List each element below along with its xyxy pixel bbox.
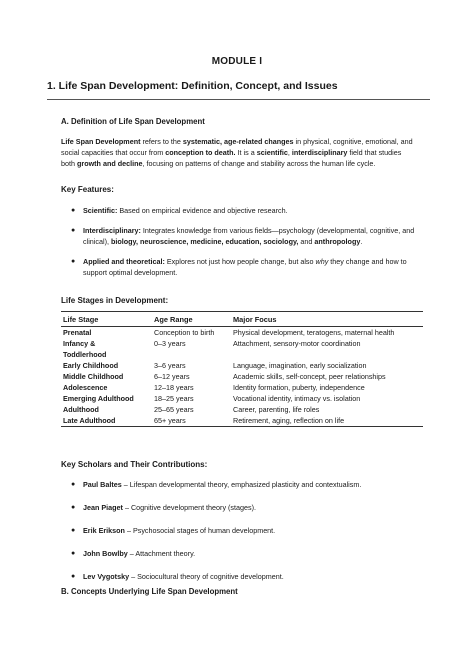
column-header: Major Focus	[231, 312, 423, 327]
table-row	[61, 360, 423, 371]
age-cell: 18–25 years	[154, 394, 194, 403]
focus-cell: Identity formation, puberty, independence	[233, 383, 365, 392]
list-item: ● Lev Vygotsky – Sociocultural theory of cognitive development.	[71, 572, 284, 581]
table-header-row	[61, 312, 423, 327]
stage-cell: Early Childhood	[63, 361, 119, 370]
list-item: ● Erik Erikson – Psychosocial stages of human development.	[71, 526, 276, 535]
table-row	[61, 327, 423, 339]
life-stages-table	[61, 311, 423, 427]
heading-rule	[47, 99, 430, 100]
bullet-icon: ●	[71, 258, 76, 265]
focus-cell: Language, imagination, early socialization	[233, 361, 367, 370]
section-a-heading: A. Definition of Life Span Development	[61, 117, 205, 126]
list-item: ● Paul Baltes – Lifespan developmental theory, emphasized plasticity and contextualism.	[71, 480, 362, 489]
bullet-icon: ●	[71, 227, 76, 234]
table-row	[61, 382, 423, 393]
focus-cell: Career, parenting, life roles	[233, 405, 320, 414]
section-b-heading: B. Concepts Underlying Life Span Development	[61, 587, 238, 596]
stage-cell: Middle Childhood	[63, 372, 124, 381]
module-title: MODULE I	[211, 56, 263, 67]
scholars-title: Key Scholars and Their Contributions:	[61, 460, 208, 469]
key-features-title: Key Features:	[61, 185, 114, 194]
bullet-icon: ●	[71, 481, 76, 488]
age-cell: 6–12 years	[154, 372, 190, 381]
bullet-icon: ●	[71, 527, 76, 534]
age-cell: 25–65 years	[154, 405, 194, 414]
age-cell: Conception to birth	[154, 328, 215, 337]
column-header: Life Stage	[61, 312, 152, 327]
age-cell: 12–18 years	[154, 383, 194, 392]
list-item: ● Jean Piaget – Cognitive development theory (stages).	[71, 503, 256, 512]
table-row	[61, 371, 423, 382]
focus-cell: Vocational identity, intimacy vs. isolation	[233, 394, 361, 403]
definition-paragraph: Life Span Development refers to the systematic, age-related changes in physical, cognitive, emotional, and social capacities that occur from conception to death. It is a scientific, interdisciplinary field that studies both growth and decline, focusing on patterns of change and stability across the human life cycle.	[61, 137, 413, 168]
focus-cell: Physical development, teratogens, maternal health	[233, 328, 395, 337]
table-row	[61, 404, 423, 415]
column-header: Age Range	[152, 312, 231, 327]
list-item: ● Applied and theoretical: Explores not just how people change, but also why they change and how to support optimal development.	[71, 257, 407, 277]
key-features-list	[61, 205, 421, 287]
age-cell: 3–6 years	[154, 361, 186, 370]
focus-cell: Retirement, aging, reflection on life	[231, 415, 423, 427]
table-row	[61, 338, 423, 360]
stage-cell: Adulthood	[63, 405, 99, 414]
stage-cell: Adolescence	[63, 383, 108, 392]
bullet-icon: ●	[71, 550, 76, 557]
list-item: ● John Bowlby – Attachment theory.	[71, 549, 196, 558]
bullet-icon: ●	[71, 573, 76, 580]
table-row	[61, 415, 423, 427]
stage-cell: Late Adulthood	[61, 415, 152, 427]
list-item: ● Scientific: Based on empirical evidence and objective research.	[71, 206, 288, 215]
focus-cell: Academic skills, self-concept, peer relationships	[233, 372, 386, 381]
life-stages-title: Life Stages in Development:	[61, 296, 169, 305]
bullet-icon: ●	[71, 207, 76, 214]
table-row	[61, 393, 423, 404]
stage-cell: Prenatal	[63, 328, 92, 337]
age-cell: 0–3 years	[154, 339, 186, 348]
stage-cell: Infancy & Toddlerhood	[63, 339, 107, 359]
bullet-icon: ●	[71, 504, 76, 511]
stage-cell: Emerging Adulthood	[63, 394, 134, 403]
main-heading: 1. Life Span Development: Definition, Concept, and Issues	[47, 80, 338, 92]
list-item: ● Interdisciplinary: Integrates knowledge from various fields—psychology (developmental, cognitive, and clinical), biology, neuroscience, medicine, education, sociology, and anthropology.	[71, 226, 415, 246]
focus-cell: Attachment, sensory-motor coordination	[233, 339, 361, 348]
age-cell: 65+ years	[152, 415, 231, 427]
scholars-list	[61, 479, 421, 594]
